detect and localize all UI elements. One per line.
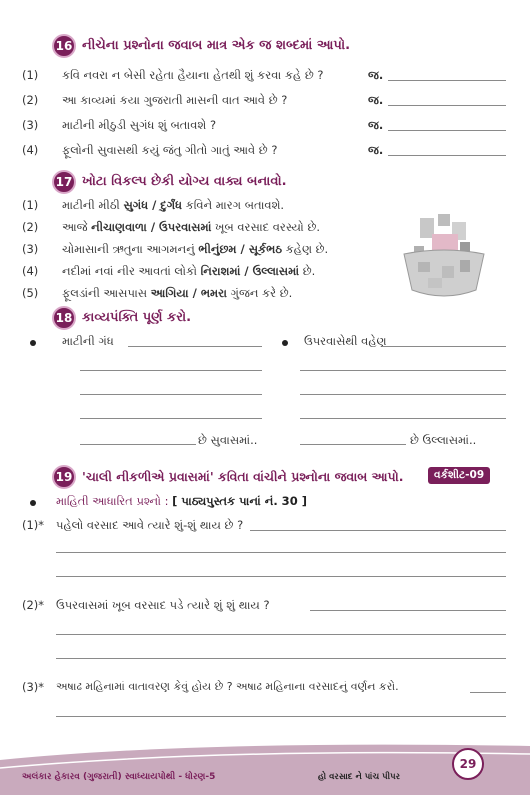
- q16-1-answer-label: જ.: [368, 68, 384, 82]
- q16-1-number: (1): [22, 68, 39, 82]
- q19-3-line-1[interactable]: [470, 692, 506, 693]
- q17-4-number: (4): [22, 264, 39, 278]
- q17-5-sentence: [62, 286, 292, 301]
- q16-3-answer-line[interactable]: [388, 130, 506, 131]
- q17-2-post: ખૂબ વરસાદ વરસ્યો છે.: [211, 220, 321, 234]
- poem-right-line-5[interactable]: [300, 444, 406, 445]
- section-19-badge: 19: [52, 465, 76, 489]
- q17-3-number: (3): [22, 242, 39, 256]
- poem-left-end: છે સુવાસમાં..: [198, 433, 258, 447]
- q19-2-line-1[interactable]: [310, 610, 506, 611]
- footer-book-title: અલંકાર હેકારવ (ગુજરાતી) સ્વાધ્યાયપોથી - ધોરણ-5: [22, 772, 216, 782]
- q17-2-sentence: [62, 220, 320, 235]
- poem-right-line-2[interactable]: [300, 370, 506, 371]
- footer-wave: [0, 740, 530, 795]
- q16-2-answer-label: જ.: [368, 93, 384, 107]
- q19-3-line-2[interactable]: [56, 716, 506, 717]
- q17-3-post: કહેણ છે.: [282, 242, 329, 256]
- q16-4-answer-line[interactable]: [388, 155, 506, 156]
- poem-left-line-3[interactable]: [80, 394, 262, 395]
- q17-4-sentence: [62, 264, 315, 279]
- q16-3-answer-label: જ.: [368, 118, 384, 132]
- q17-1-sentence: [62, 198, 284, 213]
- q17-4-pre: નદીમાં નવાં નીર આવતાં લોકો: [62, 264, 201, 278]
- info-questions-line: [56, 494, 307, 509]
- q19-3-text: અષાઢ મહિનામાં વાતાવરણ કેવું હોય છે ? અષાઢ મહિનાના વરસાદનું વર્ણન કરો.: [56, 680, 399, 693]
- q16-2-text: આ કાવ્યમાં કયા ગુજરાતી માસની વાત આવે છે ?: [62, 93, 288, 107]
- q19-2-line-2[interactable]: [56, 634, 506, 635]
- q16-3-text: માટીની મીઠુડી સુગંધ શું બતાવશે ?: [62, 118, 217, 132]
- section-19-title: 'ચાલી નીકળીએ પ્રવાસમાં' કવિતા વાંચીને પ્રશ્નોના જવાબ આપો.: [82, 469, 404, 484]
- poem-left-line-5[interactable]: [80, 444, 196, 445]
- q17-5-number: (5): [22, 286, 39, 300]
- poem-right-line-4[interactable]: [300, 418, 506, 419]
- page-number: 29: [452, 748, 484, 780]
- q17-1-options[interactable]: સુગંધ / દુર્ગંધ: [123, 198, 183, 212]
- info-label: માહિતી આધારિત પ્રશ્નો :: [56, 494, 173, 508]
- bullet-info: [30, 500, 36, 506]
- bullet-right: [282, 340, 288, 346]
- q16-1-answer-line[interactable]: [388, 80, 506, 81]
- q17-5-options[interactable]: આગિયા / ભમરા: [150, 286, 227, 300]
- q17-3-sentence: [62, 242, 328, 257]
- q16-4-answer-label: જ.: [368, 143, 384, 157]
- section-17-title: ખોટા વિકલ્પ છેકી યોગ્ય વાક્ય બનાવો.: [82, 174, 287, 189]
- q17-5-post: ગુંજન કરે છે.: [226, 286, 293, 300]
- q17-3-options[interactable]: ભીનુંછમ / સૂર્કભઠ: [198, 242, 283, 256]
- q16-1-text: કવિ નવરા ન બેસી રહેતા હૈયાના હેતથી શું કરવા કહે છે ?: [62, 68, 324, 82]
- q17-3-pre: ચોમાસાની ઋતુના આગમનનું: [62, 242, 199, 256]
- q16-4-text: ફૂલોની સુવાસથી કયું જંતુ ગીતો ગાતું આવે છે ?: [62, 143, 278, 157]
- q16-2-number: (2): [22, 93, 39, 107]
- section-18-title: કાવ્યપંક્તિ પૂર્ણ કરો.: [82, 310, 192, 325]
- bullet-left: [30, 340, 36, 346]
- q19-3-number: (3)*: [22, 680, 45, 694]
- poem-right-end: છે ઉલ્લાસમાં..: [410, 433, 477, 447]
- poem-right-line-1[interactable]: [382, 346, 506, 347]
- poem-left-line-2[interactable]: [80, 370, 262, 371]
- q19-1-line-3[interactable]: [56, 576, 506, 577]
- q17-1-number: (1): [22, 198, 39, 212]
- q16-4-number: (4): [22, 143, 39, 157]
- q17-2-number: (2): [22, 220, 39, 234]
- textbook-page-ref: [ પાઠ્યપુસ્તક પાનાં નં. 30 ]: [172, 494, 307, 508]
- q17-1-post: કવિને મારગ બતાવશે.: [182, 198, 285, 212]
- section-16-title: નીચેના પ્રશ્નોના જવાબ માત્ર એક જ શબ્દમાં આપો.: [82, 38, 351, 53]
- q19-2-line-3[interactable]: [56, 658, 506, 659]
- q17-1-pre: માટીની મીઠી: [62, 198, 124, 212]
- q19-1-text: પહેલો વરસાદ આવે ત્યારે શું-શું થાય છે ?: [56, 518, 244, 532]
- q17-2-pre: આજે: [62, 220, 92, 234]
- worksheet-tag: વર્કશીટ-09: [428, 467, 490, 484]
- poem-left-start: માટીની ગંધ: [62, 334, 114, 348]
- q17-2-options[interactable]: નીચાણવાળા / ઉપરવાસમાં: [91, 220, 212, 234]
- q19-2-number: (2)*: [22, 598, 45, 612]
- q17-4-post: છે.: [299, 264, 316, 278]
- pot-illustration: [398, 212, 490, 304]
- q17-4-options[interactable]: નિરાશમાં / ઉલ્લાસમાં: [200, 264, 300, 278]
- poem-right-line-3[interactable]: [300, 394, 506, 395]
- section-16-badge: 16: [52, 34, 76, 58]
- q19-1-number: (1)*: [22, 518, 45, 532]
- footer-chapter-title: હો વરસાદ ને પાંચ પીપર: [318, 772, 401, 782]
- q19-2-text: ઉપરવાસમાં ખૂબ વરસાદ પડે ત્યારે શું શું થાય ?: [56, 598, 270, 612]
- section-17-badge: 17: [52, 170, 76, 194]
- poem-right-start: ઉપરવાસેથી વહેણ: [304, 334, 387, 348]
- section-18-badge: 18: [52, 306, 76, 330]
- poem-left-line-1[interactable]: [128, 346, 262, 347]
- q19-1-line-1[interactable]: [250, 530, 506, 531]
- q16-3-number: (3): [22, 118, 39, 132]
- poem-left-line-4[interactable]: [80, 418, 262, 419]
- q19-1-line-2[interactable]: [56, 552, 506, 553]
- q17-5-pre: ફૂલડાંની આસપાસ: [62, 286, 151, 300]
- q16-2-answer-line[interactable]: [388, 105, 506, 106]
